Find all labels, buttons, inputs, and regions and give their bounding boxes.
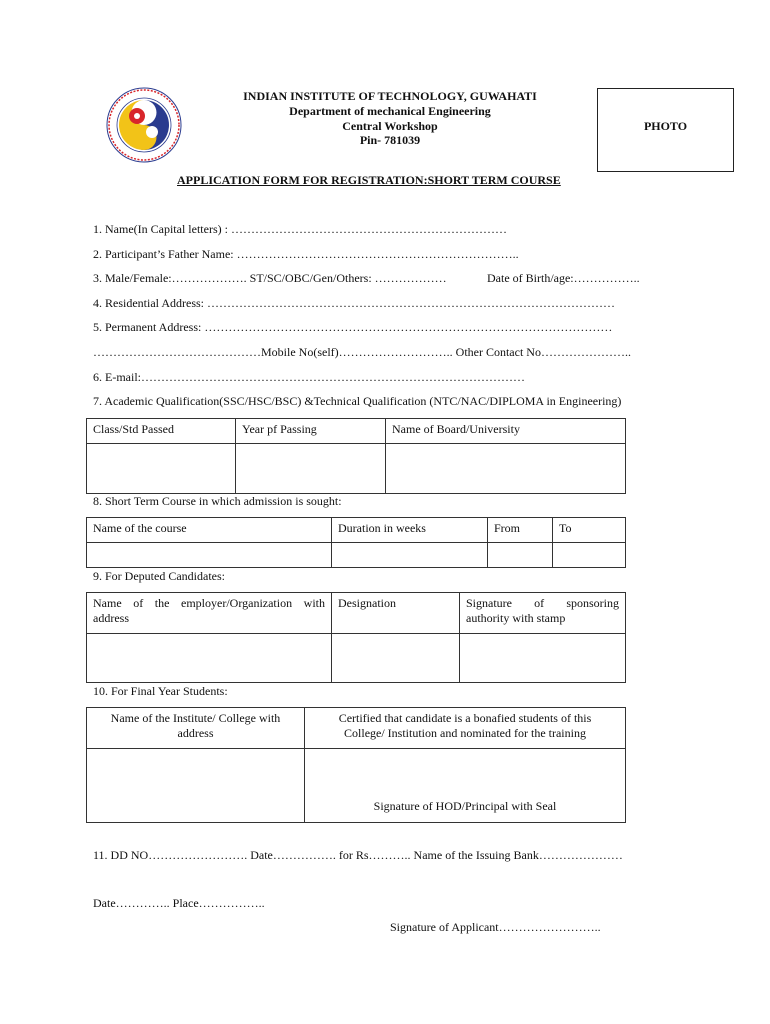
- residential-address-field[interactable]: 4. Residential Address: …………………………………………………………………………………………: [93, 296, 615, 310]
- table-cell[interactable]: [332, 634, 460, 683]
- qualification-table: [86, 418, 626, 494]
- permanent-address-field[interactable]: 5. Permanent Address: …………………………………………………………………………………………: [93, 320, 613, 334]
- table-cell[interactable]: [87, 634, 332, 683]
- mobile-contact-field[interactable]: ……………………………………Mobile No(self)……………………….. Other Contact No…………………..: [93, 345, 631, 359]
- table-header: Signature of sponsoring authority with stamp: [460, 593, 626, 634]
- date-place-field[interactable]: Date………….. Place……………..: [93, 896, 265, 910]
- qualification-heading: 7. Academic Qualification(SSC/HSC/BSC) &Technical Qualification (NTC/NAC/DIPLOMA in Engineering): [93, 394, 622, 408]
- table-cell[interactable]: [488, 543, 553, 568]
- table-header: Name of the employer/Organization with address: [87, 593, 332, 634]
- iit-guwahati-seal-icon: [92, 86, 196, 164]
- table-header: Designation: [332, 593, 460, 634]
- table-header: From: [488, 518, 553, 543]
- table-cell[interactable]: [460, 634, 626, 683]
- name-field[interactable]: 1. Name(In Capital letters) : ……………………………………………………………: [93, 222, 507, 236]
- institute-name: INDIAN INSTITUTE OF TECHNOLOGY, GUWAHATI: [243, 89, 537, 103]
- pin-code: Pin- 781039: [359, 133, 421, 147]
- table-header: Year pf Passing: [236, 419, 386, 444]
- table-cell[interactable]: [87, 749, 305, 823]
- final-year-heading: 10. For Final Year Students:: [93, 684, 228, 698]
- course-heading: 8. Short Term Course in which admission is sought:: [93, 494, 342, 508]
- table-header: To: [553, 518, 626, 543]
- photo-label: PHOTO: [643, 119, 688, 133]
- table-cell[interactable]: [553, 543, 626, 568]
- table-header: Class/Std Passed: [87, 419, 236, 444]
- unit-name: Central Workshop: [342, 119, 438, 133]
- hod-signature-cell[interactable]: [305, 749, 626, 823]
- form-title: APPLICATION FORM FOR REGISTRATION:SHORT TERM COURSE: [177, 173, 561, 187]
- final-year-table: [86, 707, 626, 823]
- gender-category-field[interactable]: 3. Male/Female:………………. ST/SC/OBC/Gen/Others: ………………: [93, 271, 447, 285]
- father-name-field[interactable]: 2. Participant’s Father Name: ……………………………………………………………..: [93, 247, 519, 261]
- table-cell[interactable]: [87, 444, 236, 494]
- table-cell[interactable]: [386, 444, 626, 494]
- course-table: [86, 517, 626, 568]
- table-cell[interactable]: [332, 543, 488, 568]
- table-header: Certified that candidate is a bonafied students of this College/ Institution and nominated for the training: [305, 708, 626, 749]
- table-header: Name of Board/University: [386, 419, 626, 444]
- table-header: Duration in weeks: [332, 518, 488, 543]
- table-header: Name of the course: [87, 518, 332, 543]
- hod-signature-label: Signature of HOD/Principal with Seal: [373, 799, 557, 813]
- deputed-heading: 9. For Deputed Candidates:: [93, 569, 225, 583]
- deputed-table: [86, 592, 626, 683]
- photo-box[interactable]: [597, 88, 734, 172]
- table-cell[interactable]: [87, 543, 332, 568]
- email-field[interactable]: 6. E-mail:……………………………………………………………………………………: [93, 370, 525, 384]
- dd-details-field[interactable]: 11. DD NO……………………. Date……………. for Rs……….. Name of the Issuing Bank…………………: [93, 848, 623, 862]
- table-header: Name of the Institute/ College with address: [87, 708, 305, 749]
- department-name: Department of mechanical Engineering: [289, 104, 491, 118]
- table-cell[interactable]: [236, 444, 386, 494]
- applicant-signature-field[interactable]: Signature of Applicant……………………..: [390, 920, 601, 934]
- dob-age-field[interactable]: Date of Birth/age:……………..: [487, 271, 640, 285]
